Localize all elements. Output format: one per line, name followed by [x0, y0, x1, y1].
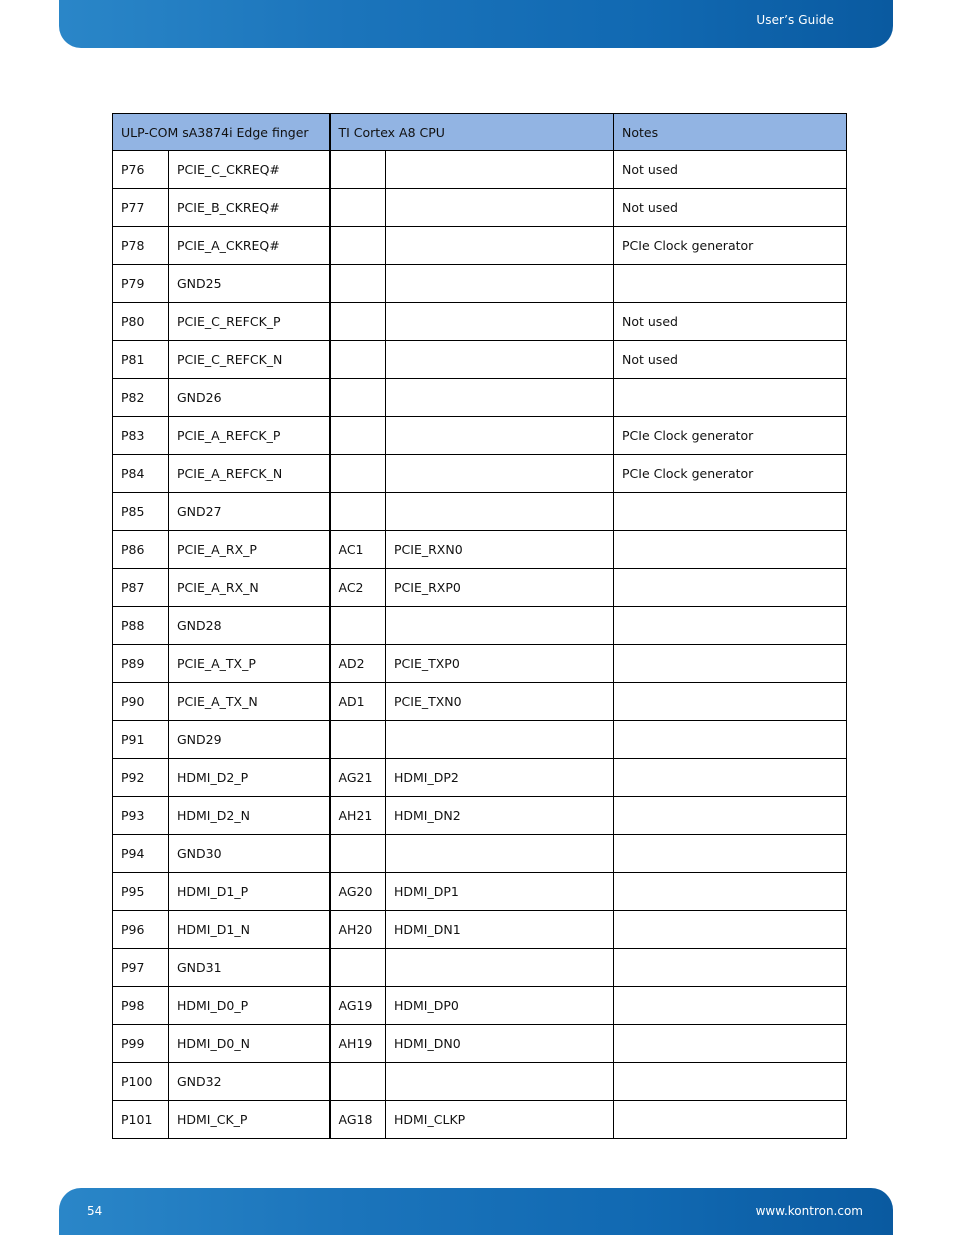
- signal-cell: PCIE_C_REFCK_N: [169, 341, 330, 379]
- cpu-signal-cell: [386, 189, 614, 227]
- notes-cell: [614, 607, 847, 645]
- pin-cell: P89: [113, 645, 169, 683]
- cpu-signal-cell: [386, 379, 614, 417]
- website-link[interactable]: www.kontron.com: [755, 1204, 863, 1218]
- cpu-ball-cell: [330, 151, 386, 189]
- cpu-signal-cell: HDMI_DN2: [386, 797, 614, 835]
- signal-cell: GND32: [169, 1063, 330, 1101]
- signal-cell: HDMI_CK_P: [169, 1101, 330, 1139]
- notes-cell: [614, 379, 847, 417]
- cpu-ball-cell: AH21: [330, 797, 386, 835]
- notes-cell: [614, 721, 847, 759]
- notes-cell: [614, 683, 847, 721]
- pin-cell: P86: [113, 531, 169, 569]
- pin-cell: P101: [113, 1101, 169, 1139]
- signal-cell: GND31: [169, 949, 330, 987]
- pinout-table: [112, 113, 847, 1139]
- signal-cell: HDMI_D0_N: [169, 1025, 330, 1063]
- cpu-ball-cell: AD2: [330, 645, 386, 683]
- notes-cell: [614, 1025, 847, 1063]
- pin-cell: P81: [113, 341, 169, 379]
- notes-cell: [614, 911, 847, 949]
- cpu-ball-cell: [330, 189, 386, 227]
- notes-cell: [614, 873, 847, 911]
- signal-cell: HDMI_D1_N: [169, 911, 330, 949]
- cpu-ball-cell: [330, 607, 386, 645]
- notes-cell: [614, 949, 847, 987]
- header-cpu: TI Cortex A8 CPU: [330, 114, 614, 151]
- signal-cell: PCIE_A_RX_P: [169, 531, 330, 569]
- pin-cell: P76: [113, 151, 169, 189]
- notes-cell: [614, 1063, 847, 1101]
- pin-cell: P93: [113, 797, 169, 835]
- cpu-signal-cell: HDMI_CLKP: [386, 1101, 614, 1139]
- cpu-signal-cell: PCIE_RXP0: [386, 569, 614, 607]
- pin-cell: P87: [113, 569, 169, 607]
- cpu-ball-cell: [330, 721, 386, 759]
- cpu-ball-cell: AH19: [330, 1025, 386, 1063]
- signal-cell: HDMI_D1_P: [169, 873, 330, 911]
- signal-cell: PCIE_C_REFCK_P: [169, 303, 330, 341]
- signal-cell: GND29: [169, 721, 330, 759]
- table-row: [113, 189, 847, 227]
- cpu-ball-cell: AD1: [330, 683, 386, 721]
- signal-cell: HDMI_D0_P: [169, 987, 330, 1025]
- notes-cell: Not used: [614, 303, 847, 341]
- cpu-signal-cell: PCIE_TXP0: [386, 645, 614, 683]
- table-row: [113, 1101, 847, 1139]
- table-row: [113, 873, 847, 911]
- notes-cell: PCIe Clock generator: [614, 455, 847, 493]
- header-notes: Notes: [614, 114, 847, 151]
- pin-cell: P78: [113, 227, 169, 265]
- table-row: [113, 759, 847, 797]
- page-number: 54: [87, 1204, 103, 1218]
- pin-cell: P92: [113, 759, 169, 797]
- pin-cell: P95: [113, 873, 169, 911]
- cpu-ball-cell: AG18: [330, 1101, 386, 1139]
- pin-cell: P91: [113, 721, 169, 759]
- cpu-signal-cell: [386, 493, 614, 531]
- cpu-ball-cell: [330, 455, 386, 493]
- notes-cell: [614, 987, 847, 1025]
- pin-cell: P97: [113, 949, 169, 987]
- pin-cell: P94: [113, 835, 169, 873]
- table-row: [113, 987, 847, 1025]
- cpu-signal-cell: HDMI_DN0: [386, 1025, 614, 1063]
- table-row: [113, 721, 847, 759]
- cpu-signal-cell: [386, 417, 614, 455]
- cpu-ball-cell: [330, 303, 386, 341]
- signal-cell: GND25: [169, 265, 330, 303]
- notes-cell: [614, 759, 847, 797]
- pin-cell: P90: [113, 683, 169, 721]
- cpu-ball-cell: AH20: [330, 911, 386, 949]
- table-row: [113, 531, 847, 569]
- pin-cell: P77: [113, 189, 169, 227]
- cpu-signal-cell: PCIE_RXN0: [386, 531, 614, 569]
- signal-cell: GND28: [169, 607, 330, 645]
- document-title: User’s Guide: [756, 13, 834, 27]
- table-row: [113, 265, 847, 303]
- signal-cell: PCIE_A_TX_P: [169, 645, 330, 683]
- notes-cell: PCIe Clock generator: [614, 417, 847, 455]
- table-row: [113, 645, 847, 683]
- cpu-signal-cell: [386, 835, 614, 873]
- pin-cell: P100: [113, 1063, 169, 1101]
- pin-cell: P99: [113, 1025, 169, 1063]
- cpu-ball-cell: AG20: [330, 873, 386, 911]
- notes-cell: Not used: [614, 189, 847, 227]
- cpu-signal-cell: [386, 227, 614, 265]
- cpu-signal-cell: HDMI_DP0: [386, 987, 614, 1025]
- pin-cell: P82: [113, 379, 169, 417]
- cpu-signal-cell: [386, 1063, 614, 1101]
- table-row: [113, 1025, 847, 1063]
- cpu-signal-cell: [386, 151, 614, 189]
- cpu-signal-cell: [386, 455, 614, 493]
- table-row: [113, 379, 847, 417]
- table-row: [113, 607, 847, 645]
- signal-cell: PCIE_A_REFCK_P: [169, 417, 330, 455]
- pin-cell: P83: [113, 417, 169, 455]
- cpu-ball-cell: AG21: [330, 759, 386, 797]
- pin-cell: P98: [113, 987, 169, 1025]
- table-row: [113, 151, 847, 189]
- table-row: [113, 949, 847, 987]
- cpu-ball-cell: [330, 835, 386, 873]
- footer-banner: [59, 1188, 893, 1235]
- pin-cell: P85: [113, 493, 169, 531]
- notes-cell: PCIe Clock generator: [614, 227, 847, 265]
- signal-cell: HDMI_D2_P: [169, 759, 330, 797]
- pin-cell: P96: [113, 911, 169, 949]
- signal-cell: PCIE_A_RX_N: [169, 569, 330, 607]
- table-row: [113, 455, 847, 493]
- notes-cell: [614, 1101, 847, 1139]
- pin-cell: P79: [113, 265, 169, 303]
- table-row: [113, 797, 847, 835]
- table-row: [113, 683, 847, 721]
- table-row: [113, 227, 847, 265]
- table-row: [113, 911, 847, 949]
- notes-cell: Not used: [614, 341, 847, 379]
- cpu-ball-cell: [330, 949, 386, 987]
- notes-cell: [614, 835, 847, 873]
- notes-cell: [614, 265, 847, 303]
- notes-cell: [614, 797, 847, 835]
- cpu-signal-cell: [386, 721, 614, 759]
- pin-cell: P88: [113, 607, 169, 645]
- notes-cell: [614, 493, 847, 531]
- cpu-ball-cell: [330, 227, 386, 265]
- cpu-ball-cell: [330, 379, 386, 417]
- cpu-signal-cell: PCIE_TXN0: [386, 683, 614, 721]
- signal-cell: PCIE_A_TX_N: [169, 683, 330, 721]
- signal-cell: HDMI_D2_N: [169, 797, 330, 835]
- notes-cell: [614, 645, 847, 683]
- signal-cell: PCIE_C_CKREQ#: [169, 151, 330, 189]
- cpu-signal-cell: [386, 607, 614, 645]
- cpu-signal-cell: HDMI_DP1: [386, 873, 614, 911]
- pin-cell: P84: [113, 455, 169, 493]
- cpu-ball-cell: AG19: [330, 987, 386, 1025]
- table-row: [113, 341, 847, 379]
- signal-cell: PCIE_B_CKREQ#: [169, 189, 330, 227]
- cpu-ball-cell: [330, 341, 386, 379]
- table-header-row: [113, 114, 847, 151]
- notes-cell: Not used: [614, 151, 847, 189]
- cpu-ball-cell: AC2: [330, 569, 386, 607]
- header-edge-finger: ULP-COM sA3874i Edge finger: [113, 114, 330, 151]
- signal-cell: GND30: [169, 835, 330, 873]
- cpu-ball-cell: [330, 493, 386, 531]
- cpu-signal-cell: HDMI_DP2: [386, 759, 614, 797]
- pin-cell: P80: [113, 303, 169, 341]
- cpu-signal-cell: [386, 265, 614, 303]
- table-row: [113, 493, 847, 531]
- table-row: [113, 303, 847, 341]
- signal-cell: GND27: [169, 493, 330, 531]
- cpu-signal-cell: [386, 341, 614, 379]
- signal-cell: PCIE_A_CKREQ#: [169, 227, 330, 265]
- cpu-signal-cell: HDMI_DN1: [386, 911, 614, 949]
- table-row: [113, 835, 847, 873]
- notes-cell: [614, 569, 847, 607]
- cpu-ball-cell: [330, 417, 386, 455]
- signal-cell: GND26: [169, 379, 330, 417]
- cpu-signal-cell: [386, 949, 614, 987]
- table-row: [113, 417, 847, 455]
- header-banner: [59, 0, 893, 48]
- notes-cell: [614, 531, 847, 569]
- cpu-ball-cell: [330, 1063, 386, 1101]
- cpu-ball-cell: [330, 265, 386, 303]
- cpu-signal-cell: [386, 303, 614, 341]
- table-row: [113, 569, 847, 607]
- signal-cell: PCIE_A_REFCK_N: [169, 455, 330, 493]
- cpu-ball-cell: AC1: [330, 531, 386, 569]
- table-row: [113, 1063, 847, 1101]
